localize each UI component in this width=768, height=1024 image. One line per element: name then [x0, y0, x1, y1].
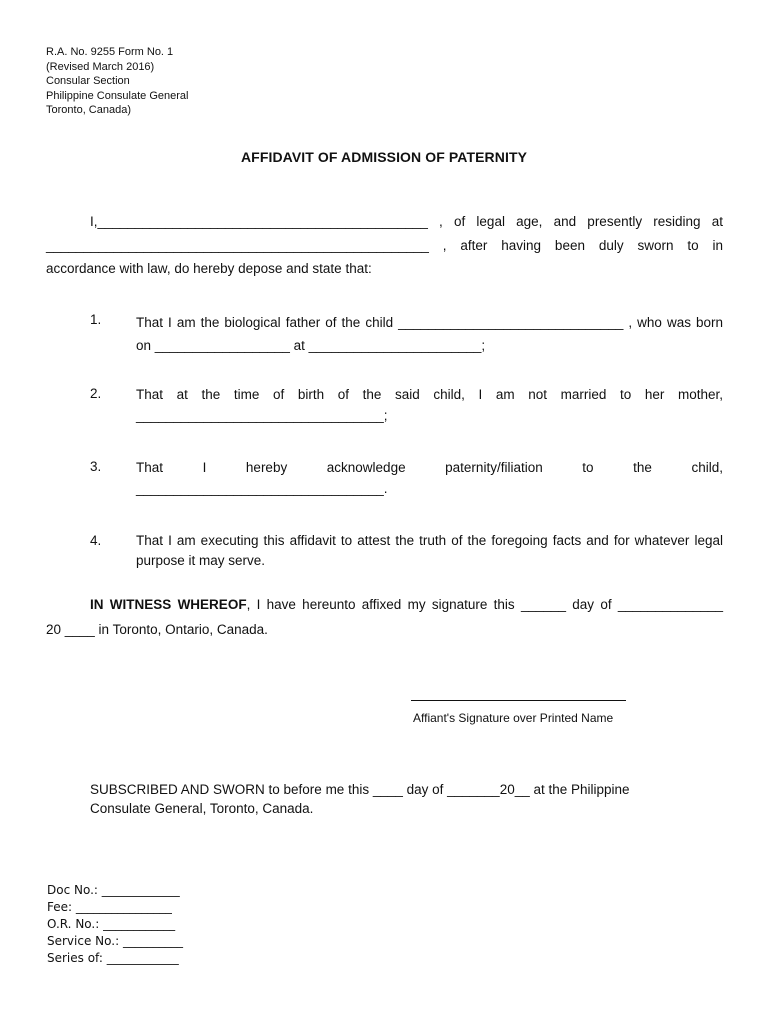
- intro-line-1: I,____________________________________________ , of legal age, and presently residing at: [90, 214, 723, 229]
- list-item-line-2: on __________________ at _______________________;: [136, 338, 486, 353]
- header-line-form-number: R.A. No. 9255 Form No. 1: [46, 46, 174, 58]
- header-line-revision: (Revised March 2016): [46, 60, 155, 73]
- list-item-number: 3.: [90, 459, 102, 474]
- sworn-line-2: Consulate General, Toronto, Canada.: [90, 801, 314, 816]
- header-line-consulate: Philippine Consulate General: [46, 89, 189, 102]
- sworn-paragraph: [90, 780, 690, 818]
- witness-line-2: 20 ____ in Toronto, Ontario, Canada.: [46, 622, 268, 637]
- list-item-number: 2.: [90, 386, 102, 401]
- header-line-section: Consular Section: [46, 75, 130, 87]
- witness-paragraph: [46, 592, 723, 642]
- intro-line-3: accordance with law, do hereby depose and state that:: [46, 261, 372, 276]
- list-item-line-1: That I am the biological father of the child ______________________________ , who was born: [136, 315, 723, 330]
- document-title: AFFIDAVIT OF ADMISSION OF PATERNITY: [240, 149, 528, 165]
- fee-field: Fee: ________________: [47, 900, 172, 914]
- list-item-1: [46, 310, 723, 356]
- list-item-line-1: That I am executing this affidavit to attest the truth of the foregoing facts and for whatever legal: [136, 533, 723, 548]
- header-line-location: Toronto, Canada): [46, 104, 131, 116]
- list-item-number: 1.: [90, 312, 102, 327]
- list-item-line-1: That at the time of birth of the said child, I am not married to her mother,: [136, 387, 723, 402]
- sworn-line-1: SUBSCRIBED AND SWORN to before me this ____ day of _______20__ at the Philippine: [90, 782, 630, 797]
- signature-caption: Affiant's Signature over Printed Name: [413, 711, 614, 725]
- list-item-3: [46, 457, 723, 499]
- doc-no-field: Doc No.: _____________: [47, 883, 180, 897]
- list-item-line-2: _________________________________.: [136, 481, 388, 496]
- signature-line: [411, 700, 626, 701]
- form-header: [46, 45, 188, 118]
- list-item-line-2: purpose it may serve.: [136, 553, 266, 568]
- list-item-number: 4.: [90, 533, 102, 548]
- list-item-line-2: _________________________________;: [136, 408, 388, 423]
- witness-line-1: , I have hereunto affixed my signature this ______ day of ______________: [246, 597, 723, 612]
- filing-details: [47, 882, 183, 967]
- list-item-line-1: That I hereby acknowledge paternity/filiation to the child,: [136, 460, 723, 475]
- intro-paragraph: [46, 210, 723, 281]
- or-no-field: O.R. No.: ____________: [47, 917, 176, 931]
- series-field: Series of: ____________: [47, 951, 179, 965]
- service-no-field: Service No.: __________: [47, 934, 183, 948]
- witness-heading: IN WITNESS WHEREOF: [90, 597, 247, 612]
- list-item-2: [46, 384, 723, 426]
- intro-line-2: ___________________________________________________ , after having been duly sworn to in: [46, 237, 723, 253]
- list-item-4: [46, 531, 723, 571]
